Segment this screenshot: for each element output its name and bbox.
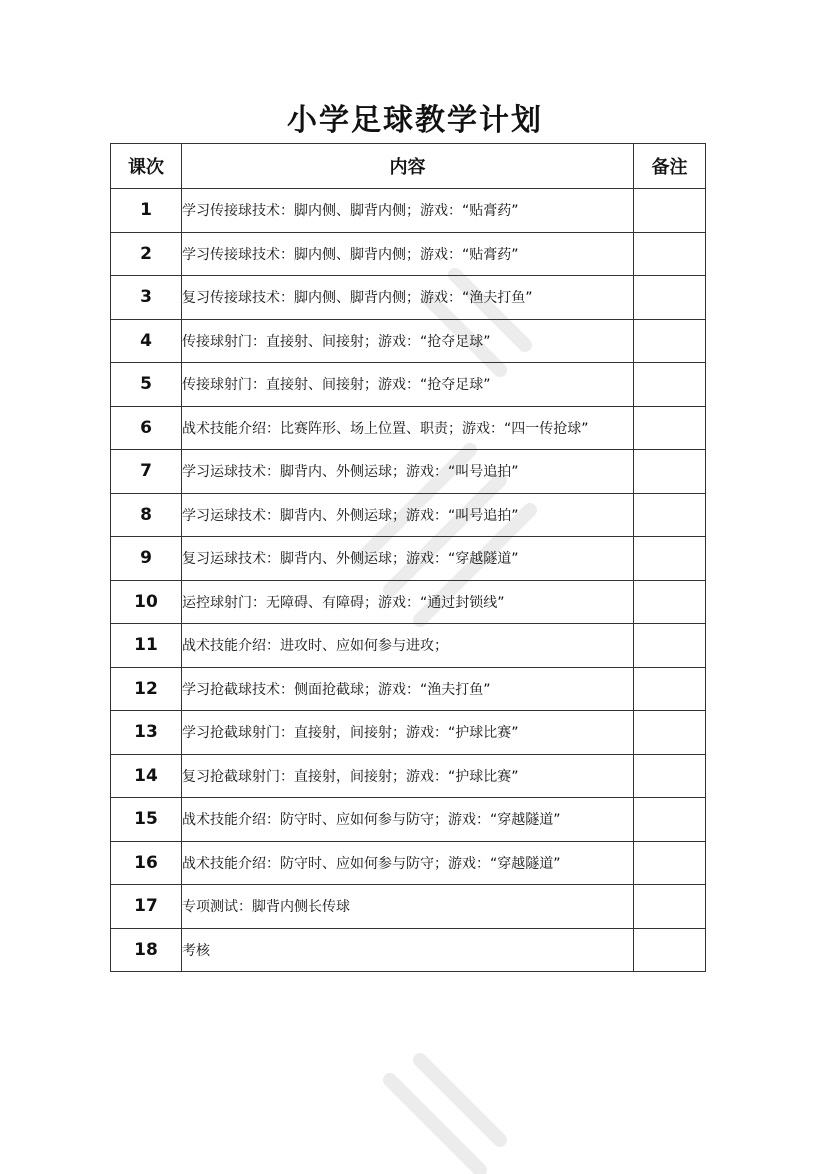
table-row: [111, 928, 706, 972]
table-row: [111, 624, 706, 668]
lesson-number: 4: [111, 319, 182, 363]
lesson-note: [634, 798, 706, 842]
table-row: [111, 319, 706, 363]
table-row: [111, 754, 706, 798]
lesson-content: 复习传接球技术：脚内侧、脚背内侧；游戏：“渔夫打鱼”: [182, 276, 634, 320]
lesson-content: 学习抢截球技术：侧面抢截球；游戏：“渔夫打鱼”: [182, 667, 634, 711]
header-content: 内容: [182, 144, 634, 189]
lesson-number: 2: [111, 232, 182, 276]
lesson-content: 学习传接球技术：脚内侧、脚背内侧；游戏：“贴膏药”: [182, 232, 634, 276]
lesson-content: 复习运球技术：脚背内、外侧运球；游戏：“穿越隧道”: [182, 537, 634, 581]
lesson-note: [634, 493, 706, 537]
lesson-number: 7: [111, 450, 182, 494]
table-row: [111, 885, 706, 929]
lesson-content: 运控球射门：无障碍、有障碍；游戏：“通过封锁线”: [182, 580, 634, 624]
lesson-note: [634, 667, 706, 711]
lesson-content: 专项测试：脚背内侧长传球: [182, 885, 634, 929]
table-row: [111, 189, 706, 233]
table-row: [111, 450, 706, 494]
lesson-content: 考核: [182, 928, 634, 972]
header-note: 备注: [634, 144, 706, 189]
lesson-note: [634, 406, 706, 450]
lesson-number: 10: [111, 580, 182, 624]
lesson-content: 传接球射门：直接射、间接射；游戏：“抢夺足球”: [182, 319, 634, 363]
lesson-number: 11: [111, 624, 182, 668]
table-row: [111, 580, 706, 624]
table-row: [111, 363, 706, 407]
lesson-content: 学习传接球技术：脚内侧、脚背内侧；游戏：“贴膏药”: [182, 189, 634, 233]
lesson-number: 17: [111, 885, 182, 929]
lesson-note: [634, 885, 706, 929]
lesson-plan-table: [110, 143, 706, 972]
lesson-content: 战术技能介绍：比赛阵形、场上位置、职责；游戏：“四一传抢球”: [182, 406, 634, 450]
page-title: 小学足球教学计划: [287, 103, 543, 138]
lesson-content: 学习抢截球射门：直接射，间接射；游戏：“护球比赛”: [182, 711, 634, 755]
lesson-number: 18: [111, 928, 182, 972]
table-row: [111, 667, 706, 711]
table-row: [111, 711, 706, 755]
lesson-note: [634, 276, 706, 320]
lesson-content: 战术技能介绍：进攻时、应如何参与进攻；: [182, 624, 634, 668]
lesson-number: 3: [111, 276, 182, 320]
lesson-content: 学习运球技术：脚背内、外侧运球；游戏：“叫号追拍”: [182, 493, 634, 537]
table-row: [111, 406, 706, 450]
lesson-number: 14: [111, 754, 182, 798]
lesson-note: [634, 450, 706, 494]
table-row: [111, 798, 706, 842]
lesson-note: [634, 580, 706, 624]
table-row: [111, 493, 706, 537]
lesson-number: 15: [111, 798, 182, 842]
lesson-note: [634, 232, 706, 276]
lesson-note: [634, 537, 706, 581]
lesson-number: 8: [111, 493, 182, 537]
lesson-number: 6: [111, 406, 182, 450]
lesson-note: [634, 711, 706, 755]
table-row: [111, 537, 706, 581]
lesson-number: 12: [111, 667, 182, 711]
lesson-content: 战术技能介绍：防守时、应如何参与防守；游戏：“穿越隧道”: [182, 841, 634, 885]
table-row: [111, 232, 706, 276]
lesson-number: 9: [111, 537, 182, 581]
lesson-note: [634, 363, 706, 407]
lesson-number: 13: [111, 711, 182, 755]
lesson-content: 学习运球技术：脚背内、外侧运球；游戏：“叫号追拍”: [182, 450, 634, 494]
lesson-number: 16: [111, 841, 182, 885]
lesson-note: [634, 928, 706, 972]
lesson-content: 复习抢截球射门：直接射，间接射；游戏：“护球比赛”: [182, 754, 634, 798]
table-header-row: [111, 144, 706, 189]
lesson-note: [634, 841, 706, 885]
lesson-number: 5: [111, 363, 182, 407]
lesson-content: 传接球射门：直接射、间接射；游戏：“抢夺足球”: [182, 363, 634, 407]
lesson-note: [634, 319, 706, 363]
header-lesson: 课次: [111, 144, 182, 189]
table-row: [111, 276, 706, 320]
lesson-content: 战术技能介绍：防守时、应如何参与防守；游戏：“穿越隧道”: [182, 798, 634, 842]
lesson-number: 1: [111, 189, 182, 233]
table-row: [111, 841, 706, 885]
lesson-note: [634, 189, 706, 233]
lesson-note: [634, 624, 706, 668]
lesson-note: [634, 754, 706, 798]
